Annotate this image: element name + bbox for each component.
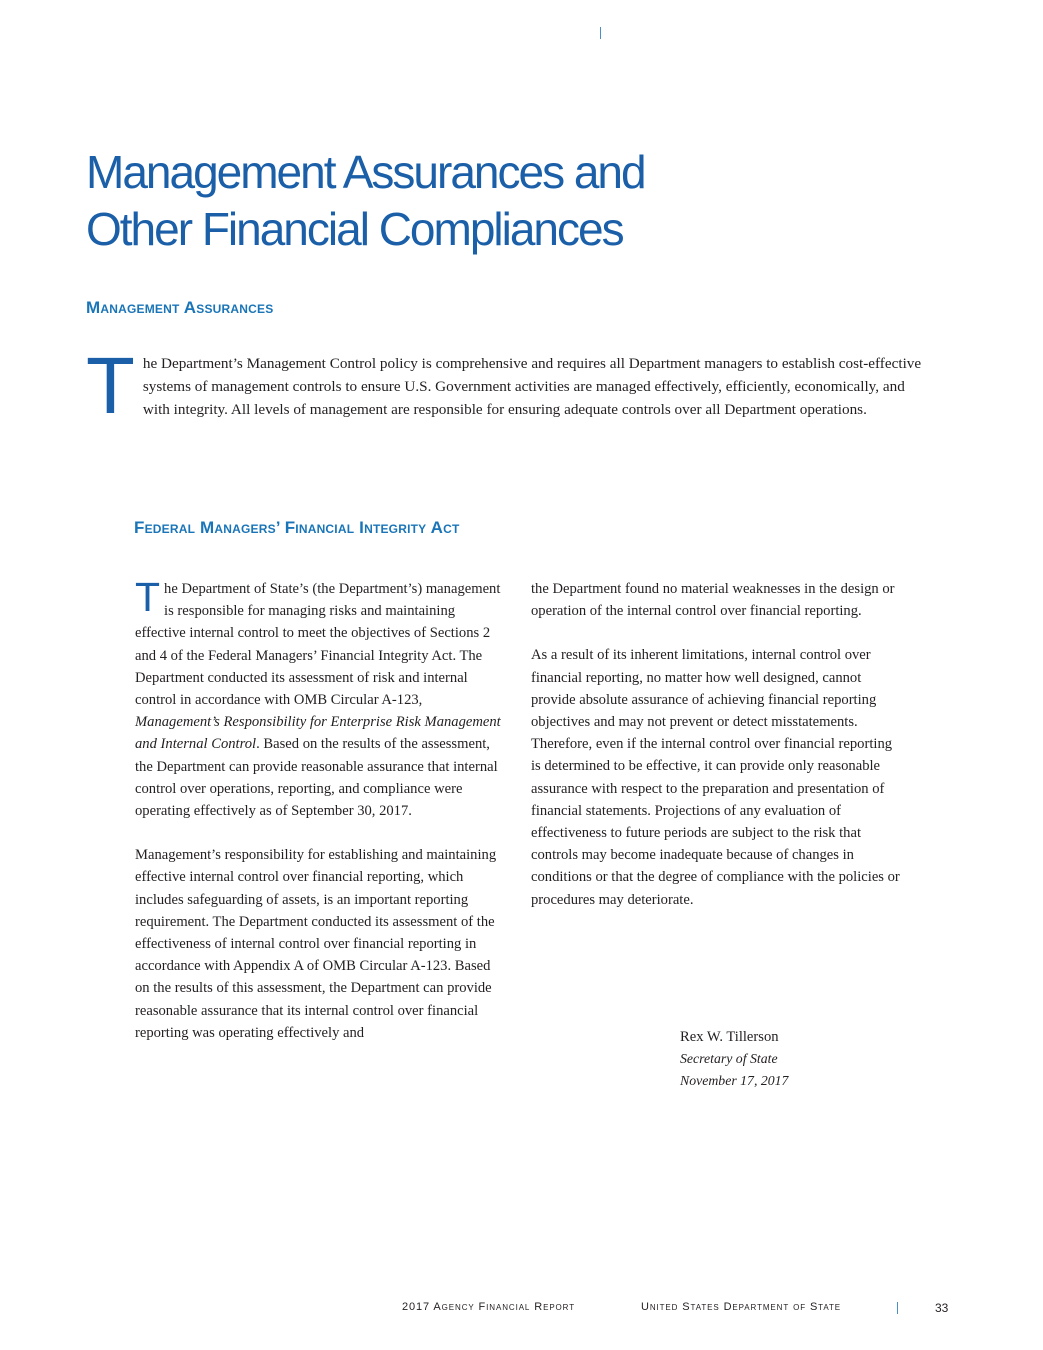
footer-department: United States Department of State [641,1301,842,1313]
page-number: 33 [935,1301,949,1315]
intro-dropcap: T [86,341,135,430]
fmfia-dropcap: T [135,574,161,620]
footer-divider [897,1302,898,1314]
page-title-line-2: Other Financial Compliances [86,203,623,255]
footer-report-title: 2017 Agency Financial Report [402,1301,575,1313]
fmfia-p1-text-b: . Based on the results of the assessment, the Department can provide reasonable assurance that internal control over operations, reporting, and compliance were operating effectively as of September 30, 2017. [135,736,498,820]
signature-date: November 17, 2017 [680,1073,789,1088]
fmfia-paragraph-4: As a result of its inherent limitations, internal control over financial reporting, no matter how well designed, cannot provide absolute assurance of achieving financial reporting objectives and may not prevent or detect misstatements. Therefore, even if the internal control over financial reporting is determined to be effective, it can provide only reasonable assurance with respect to the preparation and presentation of financial statements. Projections of any evaluation of effectiveness to future periods are subject to the risk that controls may become inadequate because of changes in conditions or that the degree of compliance with the policies or procedures may deteriorate. [531,647,900,908]
fmfia-right-column [531,578,903,933]
management-assurances-heading: Management Assurances [86,298,274,317]
page-title [86,144,645,258]
page-title-line-1: Management Assurances and [86,146,645,198]
fmfia-left-column [135,574,505,1066]
fmfia-paragraph-3: the Department found no material weaknesses in the design or operation of the internal control over financial reporting. [531,581,895,620]
top-divider-mark [600,27,601,39]
fmfia-p1-circular-title: Management’s Responsibility for Enterprise Risk Management and Internal Control [135,714,501,753]
signer-title: Secretary of State [680,1051,778,1066]
fmfia-paragraph-1 [135,574,505,822]
signature-block [680,1026,788,1092]
fmfia-paragraph-2: Management’s responsibility for establishing and maintaining effective internal control over financial reporting, which includes safeguarding of assets, is an important reporting requirement. The Department conducted its assessment of the effectiveness of internal control over financial reporting in accordance with Appendix A of OMB Circular A-123. Based on the results of this assessment, the Department can provide reasonable assurance that its internal control over financial reporting was operating effectively and [135,847,497,1041]
page-footer [0,1301,1043,1319]
fmfia-heading: Federal Managers’ Financial Integrity Act [134,518,460,537]
intro-body: he Department’s Management Control policy is comprehensive and requires all Department managers to establish cost-effective systems of management controls to ensure U.S. Government activities are managed effectively, efficiently, economically, and with integrity. All levels of management are responsible for ensuring adequate controls over all Department operations. [142,355,922,418]
signer-name: Rex W. Tillerson [680,1029,779,1045]
management-assurances-intro [86,341,931,430]
fmfia-p1-text-a: he Department of State’s (the Department’s) management is responsible for managing risks and maintaining effective internal control to meet the objectives of Sections 2 and 4 of the Federal Managers’ Financial Integrity Act. The Department conducted its assessment of risk and internal control in accordance with OMB Circular A-123, [135,581,501,709]
